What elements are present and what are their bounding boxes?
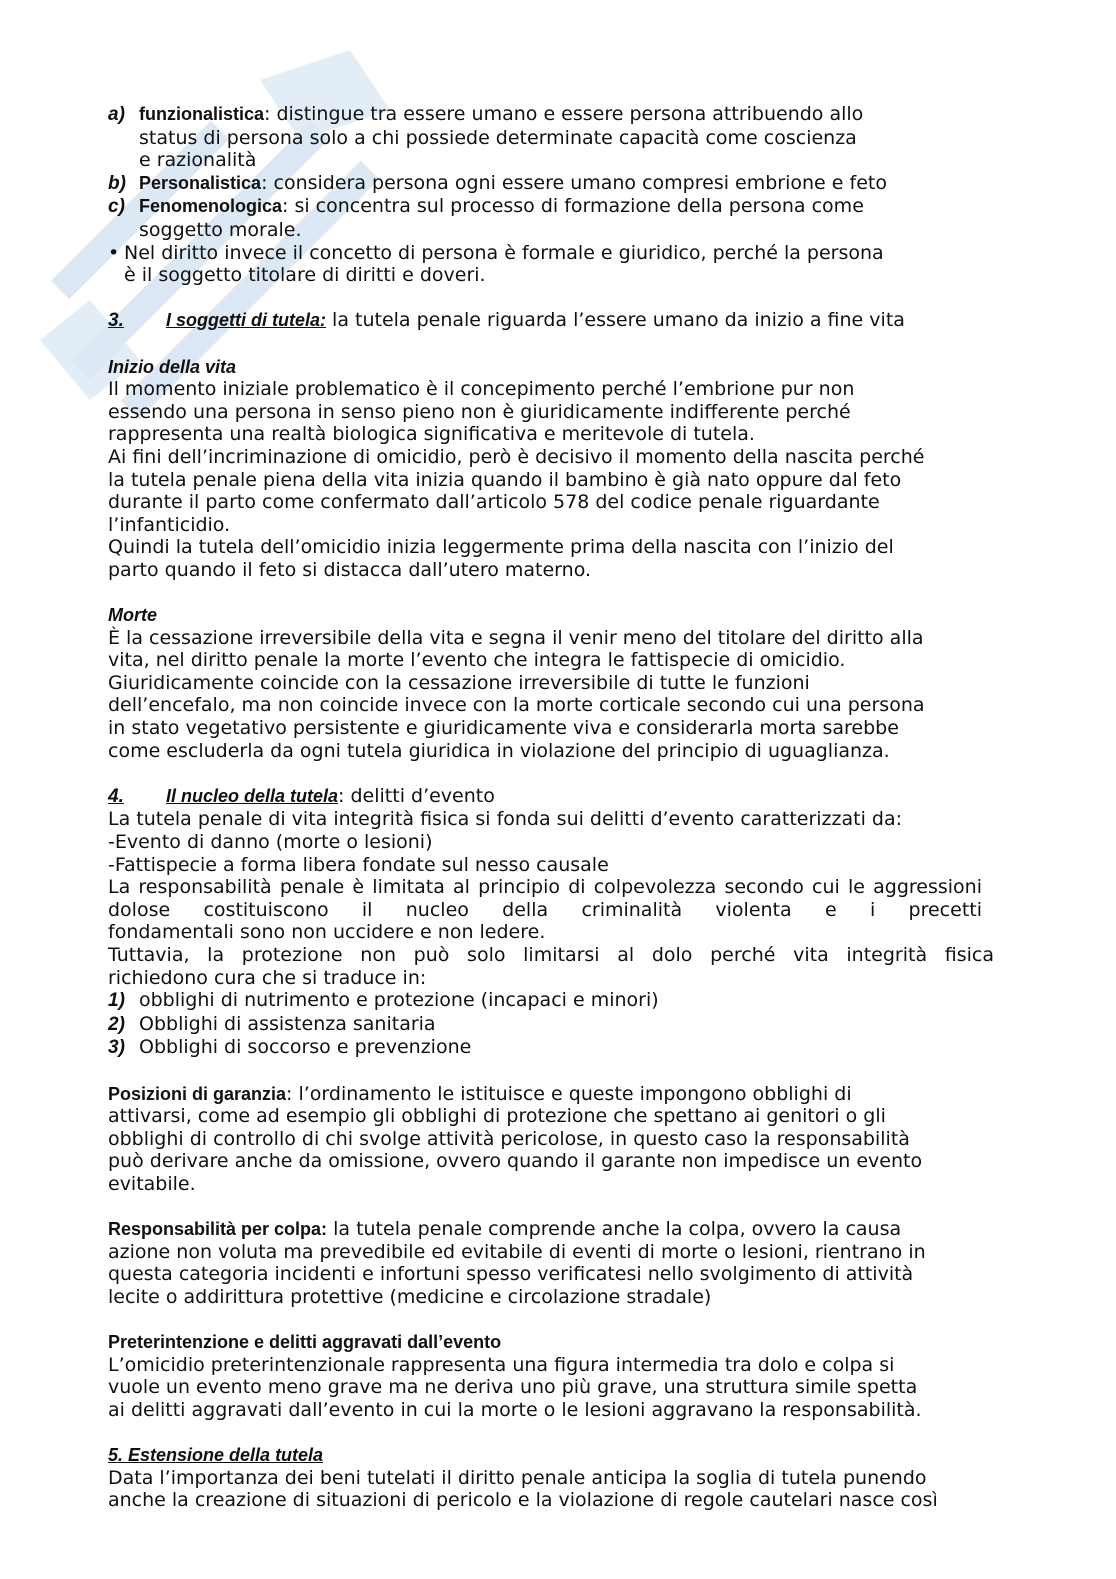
obligation-item: 2) Obblighi di assistenza sanitaria [108,1012,436,1035]
paragraph-line: può derivare anche da omissione, ovvero quando il garante non impedisce un evento [108,1150,923,1173]
section-5 [108,1444,1004,1512]
document-page [108,103,1004,1512]
section-4 [108,785,1004,1060]
paragraph-line: come escluderla da ogni tutela giuridica in violazione del principio di uguaglianza. [108,739,890,762]
bullet-icon: • [108,241,120,264]
paragraph-line: È la cessazione irreversibile della vita e segna il venir meno del titolare del diritto alla [108,626,924,649]
paragraph-line: fondamentali sono non uccidere e non ledere. [108,921,546,944]
inizio-vita-section [108,356,1004,582]
list-item-c: c) Fenomenologica: si concentra sul processo di formazione della persona come [108,195,864,218]
paragraph-line: in stato vegetativo persistente e giuridicamente viva e considerarla morta sarebbe [108,717,899,740]
paragraph-line: ai delitti aggravati dall’evento in cui la morte o le lesioni aggravano la responsabilità. [108,1398,922,1421]
paragraph-line: Ai fini dell’incriminazione di omicidio, però è decisivo il momento della nascita perché [108,445,925,468]
paragraph-line: vita, nel diritto penale la morte l’evento che integra le fattispecie di omicidio. [108,649,846,672]
paragraph-line: L’omicidio preterintenzionale rappresenta una figura intermedia tra dolo e colpa si [108,1353,895,1376]
paragraph-line: essendo una persona in senso pieno non è giuridicamente indifferente perché [108,400,851,423]
term-posizioni-garanzia: Posizioni di garanzia [108,1083,287,1104]
paragraph-line: azione non voluta ma prevedibile ed evitabile di eventi di morte o lesioni, rientrano in [108,1240,926,1263]
paragraph-line: Il momento iniziale problematico è il concepimento perché l’embrione pur non [108,378,855,401]
paragraph-line: evitabile. [108,1172,196,1195]
list-item-c-line: soggetto morale. [139,218,302,241]
paragraph-line: l’infanticidio. [108,513,231,536]
obligation-item: 1) obblighi di nutrimento e protezione (incapaci e minori) [108,989,659,1012]
preterintenzione-heading: Preterintenzione e delitti aggravati dall’evento [108,1332,502,1353]
bullet-item-line: è il soggetto titolare di diritti e doveri. [124,264,486,287]
paragraph-line: vuole un evento meno grave ma ne deriva uno più grave, una struttura simile spetta [108,1376,918,1399]
definition-list [108,103,1004,287]
list-item-a: a) funzionalistica: distingue tra essere umano e essere persona attribuendo allo [108,103,864,125]
section-3-heading: 3. I soggetti di tutela: la tutela penale riguarda l’essere umano da inizio a fine vita [108,309,905,332]
paragraph-line: attivarsi, come ad esempio gli obblighi di protezione che spettano ai genitori o gli [108,1105,886,1128]
paragraph-line: la tutela penale piena della vita inizia quando il bambino è già nato oppure dal feto [108,468,902,491]
justified-paragraph: La responsabilità penale è limitata al principio di colpevolezza secondo cui le aggressioni dolose costituiscono il nucleo della criminalità violenta e i precetti [108,876,982,921]
term-responsabilita-colpa: Responsabilità per colpa: [108,1219,328,1240]
paragraph-line: parto quando il feto si distacca dall’utero materno. [108,558,592,581]
paragraph-line: anche la creazione di situazioni di pericolo e la violazione di regole cautelari nasce così [108,1489,938,1512]
paragraph-line: -Fattispecie a forma libera fondate sul nesso causale [108,853,609,876]
section-4-heading: 4. Il nucleo della tutela: delitti d’evento [108,784,495,807]
paragraph-line: questa categoria incidenti e infortuni spesso verificatesi nello svolgimento di attività [108,1263,914,1286]
list-item-a-line: status di persona solo a chi possiede determinate capacità come coscienza [139,126,857,149]
term-fenomenologica: Fenomenologica [139,196,283,217]
morte-section [108,604,1004,762]
paragraph-line: La tutela penale di vita integrità fisica si fonda sui delitti d’evento caratterizzati da: [108,808,903,831]
paragraph-line: lecite o addirittura protettive (medicine e circolazione stradale) [108,1285,712,1308]
paragraph-line: -Evento di danno (morte o lesioni) [108,831,433,853]
paragraph-line: obblighi di controllo di chi svolge attività pericolose, in questo caso la responsabilità [108,1127,910,1150]
paragraph-line: Quindi la tutela dell’omicidio inizia leggermente prima della nascita con l’inizio del [108,536,894,559]
posizioni-garanzia: Posizioni di garanzia: l’ordinamento le istituisce e queste impongono obblighi di attivarsi, come ad esempio gli obblighi di protezione che spettano ai genitori o gli obblighi di controllo di chi svolge attività pericolose, in questo caso la responsabilità può derivare anche da omissione, ovvero quando il garante non impedisce un evento evitabile. [108,1083,1004,1196]
paragraph-line: Giuridicamente coincide con la cessazione irreversibile di tutte le funzioni [108,671,810,694]
section-5-heading: 5. Estensione della tutela [108,1445,324,1466]
paragraph-line: durante il parto come confermato dall’articolo 578 del codice penale riguardante [108,491,880,514]
list-item-b: b) Personalistica: considera persona ogni essere umano compresi embrione e feto [108,171,887,194]
term-funzionalistica: funzionalistica [139,104,265,124]
paragraph-line: rappresenta una realtà biologica significativa e meritevole di tutela. [108,423,755,446]
inizio-vita-heading: Inizio della vita [108,356,237,377]
paragraph-line: Data l’importanza dei beni tutelati il diritto penale anticipa la soglia di tutela punendo [108,1466,927,1489]
paragraph-line: dell’encefalo, ma non coincide invece con la morte corticale secondo cui una persona [108,694,925,717]
bullet-item: • Nel diritto invece il concetto di persona è formale e giuridico, perché la persona [108,241,884,264]
term-personalistica: Personalistica [139,172,262,193]
list-item-a-line: e razionalità [139,149,257,172]
responsabilita-colpa: Responsabilità per colpa: la tutela penale comprende anche la colpa, ovvero la causa azione non voluta ma prevedibile ed evitabile di eventi di morte o lesioni, rientrano in questa categoria incidenti e infortuni spesso verificatesi nello svolgimento di attività lecite o addirittura protettive (medicine e circolazione stradale) [108,1218,1004,1308]
justified-paragraph: Tuttavia, la protezione non può solo limitarsi al dolo perché vita integrità fisica [108,943,994,966]
obligation-item: 3) Obblighi di soccorso e prevenzione [108,1036,472,1059]
preterintenzione [108,1331,1004,1421]
morte-heading: Morte [108,605,157,626]
paragraph-line: richiedono cura che si traduce in: [108,966,427,989]
